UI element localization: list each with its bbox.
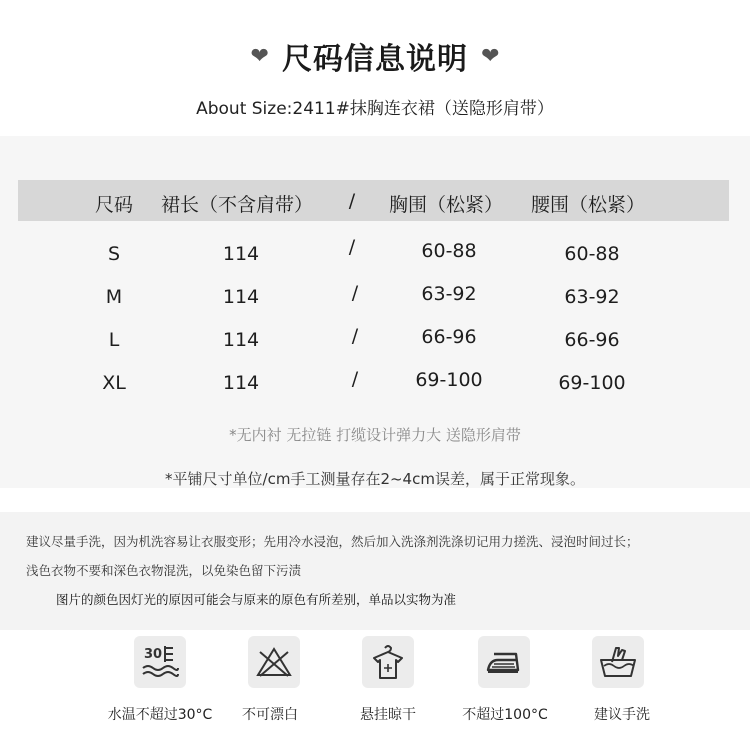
page-header [0,0,750,136]
row-xl-bust: 69-100 [415,369,483,391]
size-panel [0,136,750,488]
row-m-slash: / [351,282,359,304]
row-s-length: 114 [222,243,260,265]
row-m-length: 114 [222,286,260,308]
row-m-waist: 63-92 [564,286,620,308]
header-length: 裙长（不含肩带） [160,194,314,216]
wash-30-icon [134,636,186,688]
header-bust: 胸围（松紧） [388,194,504,216]
heart-right-icon: ❤ [481,43,500,69]
heart-left-icon: ❤ [250,43,269,69]
row-l-size: L [108,329,120,351]
no-bleach-label: 不可漂白 [242,707,298,723]
size-table-header [18,180,729,221]
row-xl-length: 114 [222,372,260,394]
row-s-waist: 60-88 [564,243,620,265]
title-row [0,34,750,78]
row-xl-size: XL [102,372,126,394]
hang-dry-label: 悬挂晾干 [360,707,416,723]
row-s-size: S [107,243,121,265]
row-m-bust: 63-92 [421,283,477,305]
care-line-3: 图片的颜色因灯光的原因可能会与原来的原色有所差别，单品以实物为准 [56,592,457,607]
product-subtitle: About Size:2411#抹胸连衣裙（送隐形肩带） [196,99,554,119]
row-l-length: 114 [222,329,260,351]
header-waist: 腰围（松紧） [530,194,646,216]
iron-icon [478,636,530,688]
wash-temp-badge: 30 [144,647,163,662]
measurement-note: *平铺尺寸单位/cm手工测量存在2~4cm误差，属于正常现象。 [165,470,585,488]
wash-30-label: 水温不超过30°C [107,707,213,723]
care-instructions [0,512,750,630]
header-slash: / [348,190,356,212]
row-xl-slash: / [351,368,359,390]
iron-label: 不超过100°C [462,707,548,723]
row-s-bust: 60-88 [421,240,477,262]
hand-wash-icon [592,636,644,688]
row-l-bust: 66-96 [421,326,477,348]
care-line-1: 建议尽量手洗，因为机洗容易让衣服变形；先用冷水浸泡，然后加入洗涤剂洗涤切记用力搓洗、浸泡时间过长； [26,534,639,549]
row-l-slash: / [351,325,359,347]
no-bleach-icon [248,636,300,688]
hand-wash-label: 建议手洗 [594,707,650,723]
row-m-size: M [105,286,123,308]
feature-note: *无内衬 无拉链 打缆设计弹力大 送隐形肩带 [229,426,521,444]
hang-dry-icon [362,636,414,688]
row-s-slash: / [348,236,356,258]
row-l-waist: 66-96 [564,329,620,351]
header-size: 尺码 [94,194,134,216]
page-title: 尺码信息说明 [282,42,468,77]
row-xl-waist: 69-100 [558,372,626,394]
care-line-2: 浅色衣物不要和深色衣物混洗，以免染色留下污渍 [26,563,302,578]
